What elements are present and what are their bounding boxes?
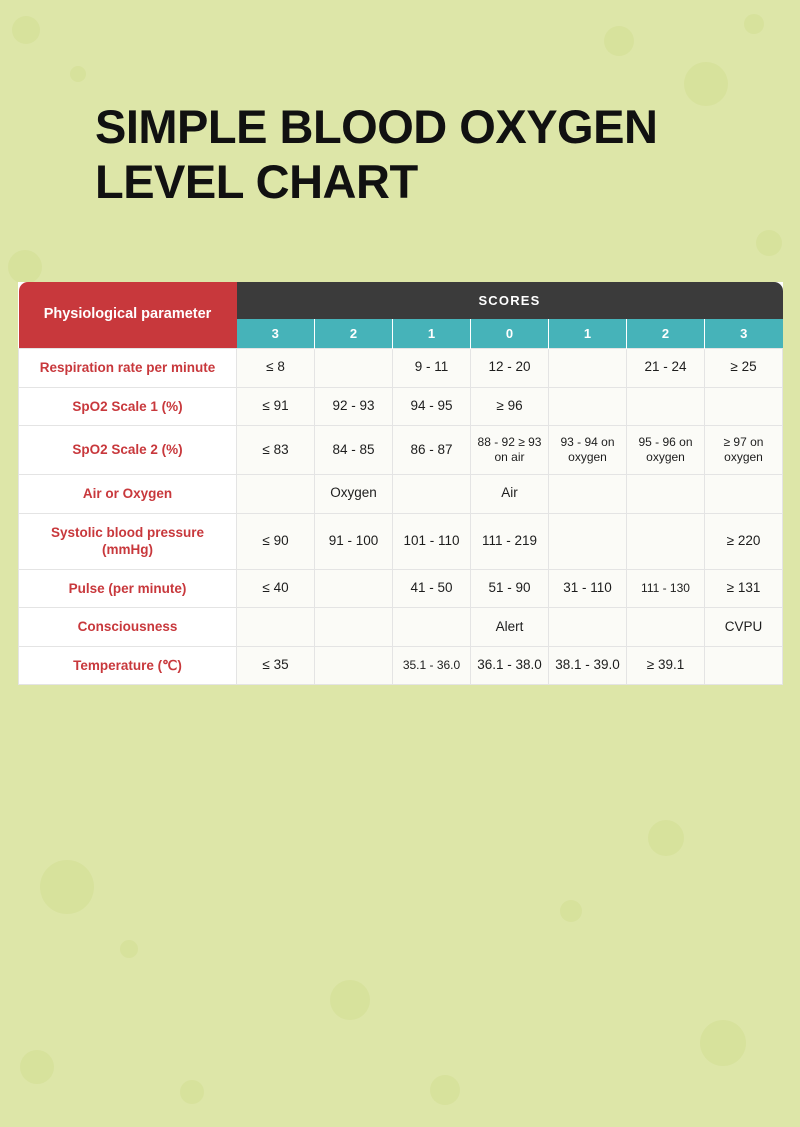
table-row [19, 387, 783, 426]
scores-header: SCORES [237, 282, 783, 319]
table-row [19, 513, 783, 569]
cell [393, 608, 471, 647]
cell: 38.1 - 39.0 [549, 646, 627, 685]
table-row [19, 475, 783, 514]
score-col-3: 0 [471, 319, 549, 349]
row-parameter: SpO2 Scale 2 (%) [19, 426, 237, 475]
cell: Oxygen [315, 475, 393, 514]
cell: ≤ 40 [237, 569, 315, 608]
table-row [19, 348, 783, 387]
corner-header: Physiological parameter [19, 282, 237, 349]
blood-oxygen-table [18, 282, 783, 685]
score-col-2: 1 [393, 319, 471, 349]
row-parameter: Respiration rate per minute [19, 348, 237, 387]
cell: 84 - 85 [315, 426, 393, 475]
cell [627, 387, 705, 426]
cell [705, 387, 783, 426]
row-parameter: Air or Oxygen [19, 475, 237, 514]
cell [237, 608, 315, 647]
score-col-0: 3 [237, 319, 315, 349]
cell: 111 - 130 [627, 569, 705, 608]
cell [315, 569, 393, 608]
table-row [19, 646, 783, 685]
cell [705, 475, 783, 514]
cell: 95 - 96 on oxygen [627, 426, 705, 475]
cell: 92 - 93 [315, 387, 393, 426]
cell: 36.1 - 38.0 [471, 646, 549, 685]
cell: 93 - 94 on oxygen [549, 426, 627, 475]
cell [315, 646, 393, 685]
cell [549, 608, 627, 647]
cell: 111 - 219 [471, 513, 549, 569]
cell: 41 - 50 [393, 569, 471, 608]
cell: 88 - 92 ≥ 93 on air [471, 426, 549, 475]
cell: ≥ 97 on oxygen [705, 426, 783, 475]
cell [549, 513, 627, 569]
score-col-5: 2 [627, 319, 705, 349]
cell: 94 - 95 [393, 387, 471, 426]
row-parameter: Temperature (℃) [19, 646, 237, 685]
score-col-4: 1 [549, 319, 627, 349]
cell: Air [471, 475, 549, 514]
cell [549, 475, 627, 514]
cell: 35.1 - 36.0 [393, 646, 471, 685]
cell: ≥ 39.1 [627, 646, 705, 685]
page-title: SIMPLE BLOOD OXYGEN LEVEL CHART [95, 100, 658, 208]
cell [237, 475, 315, 514]
score-col-1: 2 [315, 319, 393, 349]
cell [627, 608, 705, 647]
cell: ≤ 90 [237, 513, 315, 569]
cell [627, 513, 705, 569]
cell: CVPU [705, 608, 783, 647]
table-row [19, 426, 783, 475]
cell: ≤ 91 [237, 387, 315, 426]
cell: ≤ 8 [237, 348, 315, 387]
row-parameter: SpO2 Scale 1 (%) [19, 387, 237, 426]
row-parameter: Pulse (per minute) [19, 569, 237, 608]
cell [549, 348, 627, 387]
cell: 86 - 87 [393, 426, 471, 475]
cell: ≥ 25 [705, 348, 783, 387]
cell: ≥ 220 [705, 513, 783, 569]
cell: Alert [471, 608, 549, 647]
row-parameter: Systolic blood pressure (mmHg) [19, 513, 237, 569]
cell [627, 475, 705, 514]
table-row [19, 608, 783, 647]
cell: 51 - 90 [471, 569, 549, 608]
cell: 9 - 11 [393, 348, 471, 387]
cell: ≤ 83 [237, 426, 315, 475]
score-col-6: 3 [705, 319, 783, 349]
cell [393, 475, 471, 514]
table-row [19, 569, 783, 608]
cell: 91 - 100 [315, 513, 393, 569]
cell: 31 - 110 [549, 569, 627, 608]
cell [315, 608, 393, 647]
cell [315, 348, 393, 387]
cell [549, 387, 627, 426]
row-parameter: Consciousness [19, 608, 237, 647]
cell: 21 - 24 [627, 348, 705, 387]
cell [705, 646, 783, 685]
cell: 12 - 20 [471, 348, 549, 387]
chart-container [18, 282, 782, 685]
cell: ≥ 96 [471, 387, 549, 426]
cell: 101 - 110 [393, 513, 471, 569]
table-header-row [19, 282, 783, 319]
cell: ≤ 35 [237, 646, 315, 685]
cell: ≥ 131 [705, 569, 783, 608]
